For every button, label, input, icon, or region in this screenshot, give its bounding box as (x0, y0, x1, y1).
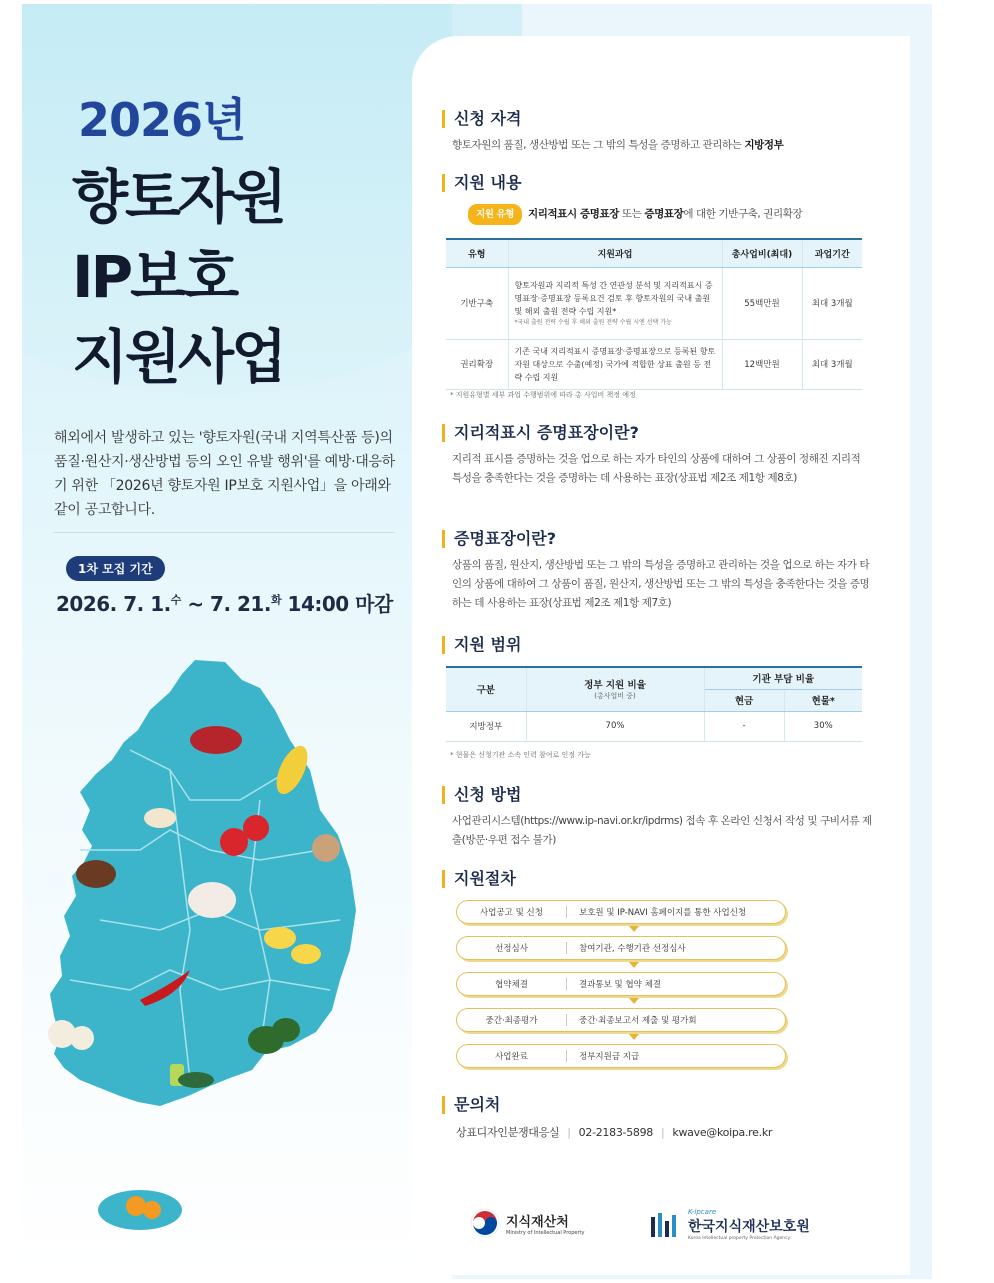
support-type-line (468, 204, 888, 225)
support-scope-table (446, 666, 862, 742)
procedure-step-desc: 정부지원금 지급 (579, 1052, 640, 1062)
scope-header-gov-label: 정부 지원 비율 (584, 680, 646, 692)
contact-department: 상표디자인분쟁대응실 (456, 1126, 560, 1139)
table-header-row (446, 667, 862, 689)
period-deadline: 14:00 마감 (281, 592, 393, 616)
table-row (446, 339, 862, 389)
support-type-a: 지리적표시 증명표장 (528, 208, 619, 220)
tangerine-icon-2 (143, 1201, 161, 1219)
period-start: 2026. 7. 1. (56, 592, 171, 616)
intro-text: 해외에서 발생하고 있는 '향토자원(국내 지역특산품 등)의 품질·원산지·생산방법 등의 오인 유발 행위'를 예방·대응하기 위한 「2026년 향토자원 IP보호 지원사업」을 아래와 같이 공고합니다. (54, 430, 395, 518)
support-type-b: 또는 (618, 208, 645, 220)
chestnut-icon (76, 860, 116, 888)
contact-email[interactable]: kwave@koipa.re.kr (672, 1126, 773, 1139)
koipa-bars-icon (650, 1211, 682, 1239)
support-period-cell: 최대 3개월 (802, 267, 862, 339)
section-title-contact: 문의처 (442, 1096, 500, 1114)
support-task-desc: 향토자원과 지리적 특성 간 연관성 분석 및 지리적표시 증명표장·증명표장 등록요건 검토 후 향토자원의 국내 출원 및 해외 출원 전략 수립 지원* (514, 280, 713, 316)
support-type-c: 증명표장 (644, 208, 684, 220)
scope-header-cash: 현금 (704, 689, 784, 711)
taegeuk-emblem-icon (470, 1208, 500, 1238)
seaweed-icon (178, 1072, 214, 1088)
moip-logo-name: 지식재산처 (506, 1214, 569, 1230)
table-header-cell: 유형 (446, 239, 508, 267)
intro-divider (54, 532, 394, 533)
support-budget-cell: 55백만원 (722, 267, 802, 339)
scope-header-category: 구분 (446, 667, 526, 711)
scope-header-gov-sub: (총사업비 중) (594, 692, 636, 701)
support-period-cell: 최대 3개월 (802, 339, 862, 389)
poster-title-line-2: IP보호 (72, 243, 237, 311)
poster-title-line-1: 향토자원 (72, 163, 285, 231)
poster-year: 2026년 (78, 93, 246, 147)
support-type-badge: 지원 유형 (468, 204, 522, 225)
support-budget-cell: 12백만원 (722, 339, 802, 389)
scope-kind-cell: 30% (784, 711, 862, 741)
moip-logo-english: Ministry of Intellectual Property (506, 1229, 585, 1236)
melon-icon (264, 927, 296, 949)
section-title-support: 지원 내용 (442, 174, 521, 192)
support-type-cell: 기반구축 (446, 267, 508, 339)
contact-phone: 02-2183-5898 (578, 1126, 653, 1139)
garlic-icon (188, 882, 236, 918)
koipa-logo (650, 1208, 810, 1241)
support-task-cell (508, 267, 722, 339)
table-row (446, 267, 862, 339)
procedure-step (456, 900, 786, 924)
koipa-logo-tag: K-ipcare (688, 1208, 717, 1216)
section-title-method: 신청 방법 (442, 786, 521, 804)
section-title-eligibility: 신청 자격 (442, 110, 521, 128)
procedure-step-desc: 중간·최종보고서 제출 및 평가회 (579, 1016, 697, 1026)
poster-title-line-3: 지원사업 (72, 323, 285, 391)
section-title-cert-mark: 증명표장이란? (442, 530, 556, 548)
korea-map-illustration (20, 650, 410, 1250)
period-end: ~ 7. 21. (180, 592, 271, 616)
section-title-scope: 지원 범위 (442, 636, 521, 654)
section-title-gi-mark: 지리적표시 증명표장이란? (442, 424, 639, 442)
procedure-step-name: 사업완료 (457, 1050, 567, 1062)
support-type-d: 에 대한 기반구축, 권리확장 (683, 208, 803, 220)
onion-icon-2 (70, 1026, 94, 1050)
procedure-step (456, 936, 786, 960)
eligibility-text (452, 136, 872, 155)
scope-category-cell: 지방정부 (446, 711, 526, 741)
table-header-cell: 지원과업 (508, 239, 722, 267)
procedure-step (456, 1044, 786, 1068)
gi-mark-definition: 지리적 표시를 증명하는 것을 업으로 하는 자가 타인의 상품에 대하여 그 상품이 정해진 지리적 특성을 충족한다는 것을 증명하는 데 사용하는 표장(상표법 제2조 제1항 제8호) (452, 453, 861, 484)
cert-mark-definition: 상품의 품질, 원산지, 생산방법 또는 그 밖의 특성을 증명하고 관리하는 것을 업으로 하는 자가 타인의 상품에 대하여 그 상품이 품질, 원산지, 생산방법 또는 그 밖의 특성을 충족한다는 것을 증명하는 데 사용하는 표장(상표법 제2조 제1항 제7호) (452, 559, 870, 609)
procedure-arrow-icon (629, 926, 639, 932)
support-table-note: * 지원유형별 세부 과업 수행범위에 따라 총 사업비 책정 예정 (450, 391, 636, 399)
procedure-arrow-icon (629, 962, 639, 968)
tangerine-icon (126, 1196, 146, 1216)
procedure-step-name: 사업공고 및 신청 (457, 906, 567, 918)
scope-gov-cell: 70% (526, 711, 704, 741)
table-row (446, 711, 862, 741)
eligibility-target: 지방정부 (744, 139, 784, 151)
procedure-arrow-icon (629, 998, 639, 1004)
section-title-procedure: 지원절차 (442, 870, 516, 888)
koipa-logo-english: Korea Intellectual property Protection Agency (688, 1236, 791, 1241)
table-header-cell: 과업기간 (802, 239, 862, 267)
procedure-arrow-icon (629, 1034, 639, 1040)
procedure-step-name: 중간·최종평가 (457, 1014, 567, 1026)
procedure-step-desc: 결과통보 및 협약 체결 (579, 980, 662, 990)
contact-separator: | (567, 1126, 571, 1139)
eligibility-desc: 향토자원의 품질, 생산방법 또는 그 밖의 특성을 증명하고 관리하는 (452, 139, 745, 151)
recruitment-period (56, 588, 393, 617)
table-header-row (446, 239, 862, 267)
meat-icon (190, 726, 242, 754)
watermelon-icon-2 (272, 1018, 300, 1042)
melon-icon-2 (291, 944, 321, 964)
procedure-step-name: 선정심사 (457, 942, 567, 954)
contact-info (456, 1124, 772, 1140)
scope-cash-cell: - (704, 711, 784, 741)
apple-icon-2 (243, 815, 269, 841)
contact-separator: | (661, 1126, 665, 1139)
period-end-day: 화 (270, 593, 282, 607)
support-task-cell: 기존 국내 지리적표시 증명표장·증명표장으로 등록된 향토자원 대상으로 수출(예정) 국가에 적합한 상표 출원 등 전략 수립 지원 (508, 339, 722, 389)
application-method-text: 사업관리시스템(https://www.ip-navi.or.kr/ipdrms) 접속 후 온라인 신청서 작성 및 구비서류 제출(방문·우편 접수 불가) (452, 815, 872, 846)
scope-header-kind: 현물* (784, 689, 862, 711)
table-header-cell: 총사업비(최대) (722, 239, 802, 267)
support-content-table (446, 238, 862, 390)
koipa-logo-name: 한국지식재산보호원 (688, 1219, 810, 1235)
procedure-step-desc: 보호원 및 IP-NAVI 홈페이지를 통한 사업신청 (579, 908, 747, 918)
procedure-step (456, 1008, 786, 1032)
bread-icon (144, 808, 176, 828)
mushroom-icon (312, 834, 340, 862)
scope-header-org: 기관 부담 비율 (704, 667, 862, 689)
period-start-day: 수 (170, 593, 181, 607)
recruitment-period-badge: 1차 모집 기간 (66, 556, 165, 581)
support-task-note: *국내 출원 전략 수립 후 해외 출원 전략 수립 시엔 선택 가능 (514, 318, 672, 326)
procedure-step (456, 972, 786, 996)
support-type-cell: 권리확장 (446, 339, 508, 389)
procedure-step-desc: 참여기관, 수행기관 선정심사 (579, 944, 686, 954)
scope-table-note: * 현물은 신청기관 소속 인력 참여로 인정 가능 (450, 751, 591, 759)
moip-logo (470, 1208, 584, 1238)
procedure-step-name: 협약체결 (457, 978, 567, 990)
scope-header-gov (526, 667, 704, 711)
